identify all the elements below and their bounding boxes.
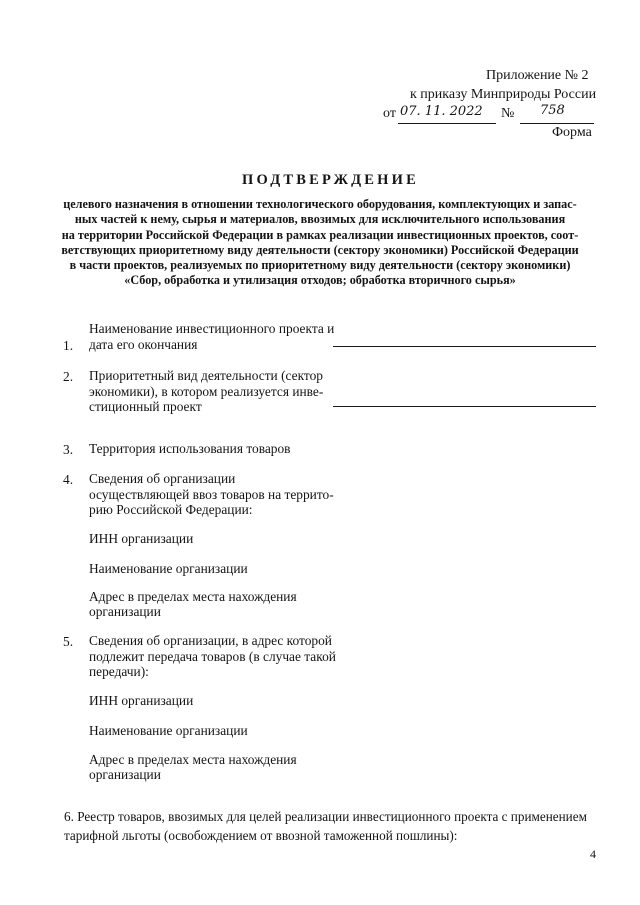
handwritten-date: 07. 11. 2022 [400, 104, 483, 119]
item-1-number: 1. [63, 338, 74, 353]
subtitle-line: «Сбор, обработка и утилизация отходов; обработка вторичного сырья» [124, 273, 516, 287]
subtitle-line: целевого назначения в отношении технологического оборудования, комплектующих и запас- [63, 197, 577, 211]
form-label: Форма [552, 125, 592, 140]
item-4-text: Сведения об организации [89, 471, 236, 486]
item-4-address-label: Адрес в пределах места нахождения [89, 589, 297, 604]
item-5-text: подлежит передача товаров (в случае такой [89, 649, 336, 664]
item-2-number: 2. [63, 369, 74, 384]
appendix-label: Приложение № 2 [486, 68, 589, 83]
item-4-text: осуществляющей ввоз товаров на террито- [89, 487, 334, 502]
item-4-text: рию Российской Федерации: [89, 502, 253, 517]
item-4-inn-label: ИНН организации [89, 531, 194, 546]
subtitle-line: ных частей к нему, сырья и материалов, ввозимых для исключительного использования [74, 212, 566, 226]
subtitle-line: ветствующих приоритетному виду деятельности (сектору экономики) Российской Федерации [61, 243, 579, 257]
item-5-text: передачи): [89, 664, 149, 679]
date-underline [398, 123, 496, 124]
item-6-text: тарифной льготы (освобождением от ввозной таможенной пошлины): [64, 828, 458, 843]
page-number: 4 [590, 847, 596, 861]
subtitle-line: на территории Российской Федерации в рамках реализации инвестиционных проектов, соот- [61, 228, 579, 242]
item-5-address-label: Адрес в пределах места нахождения [89, 752, 297, 767]
item-3-number: 3. [63, 442, 74, 457]
item-3-text: Территория использования товаров [89, 441, 291, 456]
item-2-text: экономики), в котором реализуется инве- [89, 384, 324, 399]
handwritten-number: 758 [540, 103, 565, 118]
document-title: ПОДТВЕРЖДЕНИЕ [242, 172, 419, 188]
item-1-fill-line [333, 346, 596, 347]
number-prefix: № [501, 106, 515, 121]
item-5-inn-label: ИНН организации [89, 693, 194, 708]
item-6-text: 6. Реестр товаров, ввозимых для целей реализации инвестиционного проекта с применением [64, 809, 587, 824]
item-5-address-label: организации [89, 767, 161, 782]
item-2-text: Приоритетный вид деятельности (сектор [89, 368, 323, 383]
order-reference: к приказу Минприроды России [410, 87, 597, 102]
item-4-address-label: организации [89, 604, 161, 619]
item-1-text: дата его окончания [89, 337, 198, 352]
item-5-number: 5. [63, 634, 74, 649]
item-4-org-name-label: Наименование организации [89, 561, 248, 576]
item-1-text: Наименование инвестиционного проекта и [89, 321, 335, 336]
item-2-text: стиционный проект [89, 399, 202, 414]
subtitle-line: в части проектов, реализуемых по приоритетному виду деятельности (сектору экономики) [69, 258, 571, 272]
date-prefix: от [383, 106, 396, 121]
item-5-org-name-label: Наименование организации [89, 723, 248, 738]
number-underline [520, 123, 594, 124]
item-4-number: 4. [63, 472, 74, 487]
item-5-text: Сведения об организации, в адрес которой [89, 633, 332, 648]
item-2-fill-line [333, 406, 596, 407]
